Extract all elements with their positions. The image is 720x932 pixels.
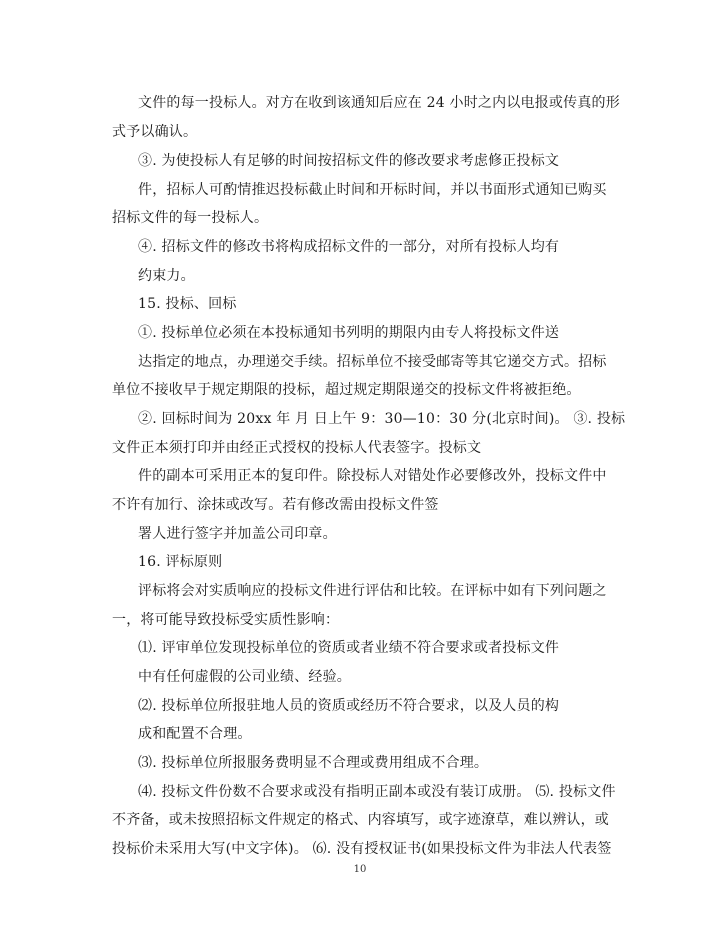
text-line: 成和配置不合理。 <box>138 726 252 742</box>
text-line: 件的副本可采用正本的复印件。除投标人对错处作必要修改外，投标文件中 <box>138 468 607 484</box>
text-line: 评标将会对实质响应的投标文件进行评估和比较。在评标中如有下列问题之 <box>138 583 607 599</box>
text-line: 招标文件的每一投标人。 <box>112 210 269 226</box>
section-heading: 15. 投标、回标 <box>138 296 237 312</box>
text-line: 中有任何虚假的公司业绩、经验。 <box>138 669 351 685</box>
text-line: ②. 回标时间为 20xx 年 月 日上午 9：30—10：30 分(北京时间)。 ③. 投标 <box>138 411 626 427</box>
text-line: 署人进行签字并加盖公司印章。 <box>138 526 337 542</box>
text-line: 单位不接收早于规定期限的投标，超过规定期限递交的投标文件将被拒绝。 <box>112 382 581 398</box>
text-line: 文件的每一投标人。对方在收到该通知后应在 24 小时之内以电报或传真的形 <box>138 95 620 111</box>
page-number: 10 <box>353 864 367 875</box>
section-heading: 16. 评标原则 <box>138 554 223 570</box>
text-line: 约束力。 <box>138 268 195 284</box>
text-line: 不齐备，或未按照招标文件规定的格式、内容填写，或字迹潦草，难以辨认，或 <box>112 812 609 828</box>
text-line: ⑵. 投标单位所报驻地人员的资质或经历不符合要求，以及人员的构 <box>138 698 560 714</box>
text-line: ⑴. 评审单位发现投标单位的资质或者业绩不符合要求或者投标文件 <box>138 640 560 656</box>
text-line: ③. 为使投标人有足够的时间按招标文件的修改要求考虑修正投标文 <box>138 153 560 169</box>
text-line: 件，招标人可酌情推迟投标截止时间和开标时间，并以书面形式通知已购买 <box>138 182 607 198</box>
text-line: ⑶. 投标单位所报服务费明显不合理或费用组成不合理。 <box>138 755 489 771</box>
text-line: ⑷. 投标文件份数不合要求或没有指明正副本或没有装订成册。 ⑸. 投标文件 <box>138 784 616 800</box>
text-line: 文件正本须打印并由经正式授权的投标人代表签字。投标文 <box>112 440 482 456</box>
text-line: 投标价未采用大写(中文字体)。 ⑹. 没有授权证书(如果投标文件为非法人代表签 <box>112 841 612 857</box>
text-line: ①. 投标单位必须在本投标通知书列明的期限内由专人将投标文件送 <box>138 325 560 341</box>
text-line: 达指定的地点，办理递交手续。招标单位不接受邮寄等其它递交方式。招标 <box>138 354 607 370</box>
text-line: 式予以确认。 <box>112 124 198 140</box>
text-line: ④. 招标文件的修改书将构成招标文件的一部分，对所有投标人均有 <box>138 239 560 255</box>
text-line: 一，将可能导致投标受实质性影响： <box>112 612 340 628</box>
text-line: 不许有加行、涂抹或改写。若有修改需由投标文件签 <box>112 497 439 513</box>
